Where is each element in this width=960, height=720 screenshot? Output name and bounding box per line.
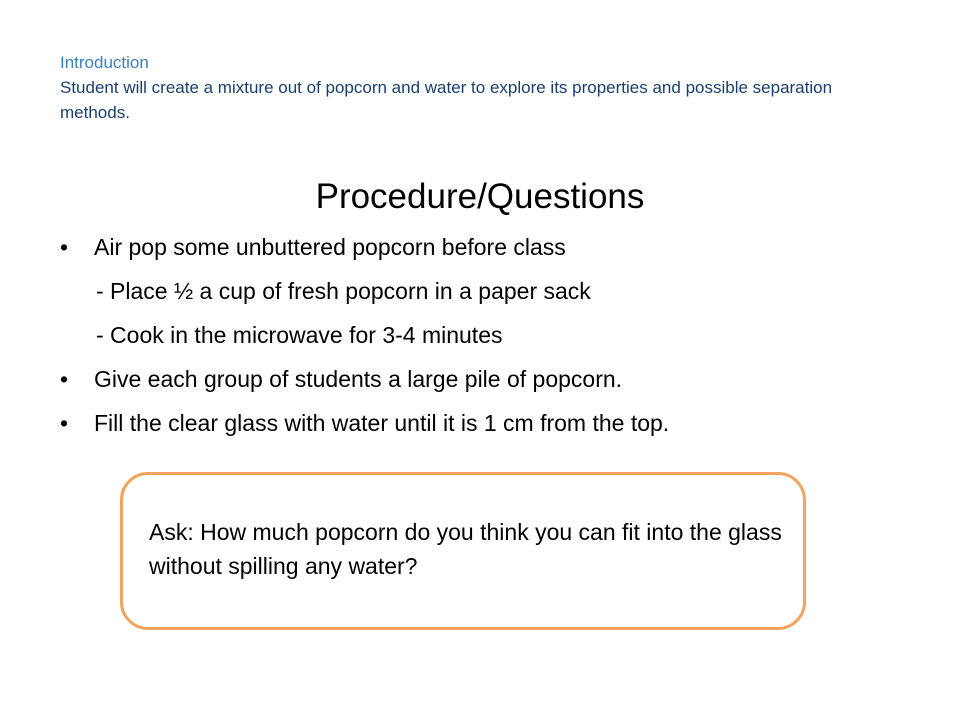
list-item-text: Fill the clear glass with water until it is 1 cm from the top. (94, 410, 670, 436)
question-callout-box (120, 472, 806, 630)
procedure-list (60, 232, 920, 452)
callout-question-text: Ask: How much popcorn do you think you can fit into the glass without spilling any water? (149, 519, 782, 579)
list-subitem-text: - Place ½ a cup of fresh popcorn in a paper sack (96, 278, 591, 304)
introduction-text: Student will create a mixture out of popcorn and water to explore its properties and possible separation methods. (60, 78, 833, 122)
list-subitem-text: - Cook in the microwave for 3-4 minutes (96, 322, 503, 348)
list-subitem (60, 276, 920, 320)
slide-title: Procedure/Questions (315, 177, 645, 216)
list-item (60, 232, 920, 276)
bullet-icon: • (60, 366, 69, 392)
introduction-section (60, 50, 880, 125)
list-item (60, 408, 920, 452)
list-item-text: Give each group of students a large pile of popcorn. (94, 366, 623, 392)
bullet-icon: • (60, 234, 69, 260)
list-subitem (60, 320, 920, 364)
list-item-text: Air pop some unbuttered popcorn before class (94, 234, 566, 260)
introduction-heading: Introduction (60, 53, 149, 72)
list-item (60, 364, 920, 408)
bullet-icon: • (60, 410, 69, 436)
